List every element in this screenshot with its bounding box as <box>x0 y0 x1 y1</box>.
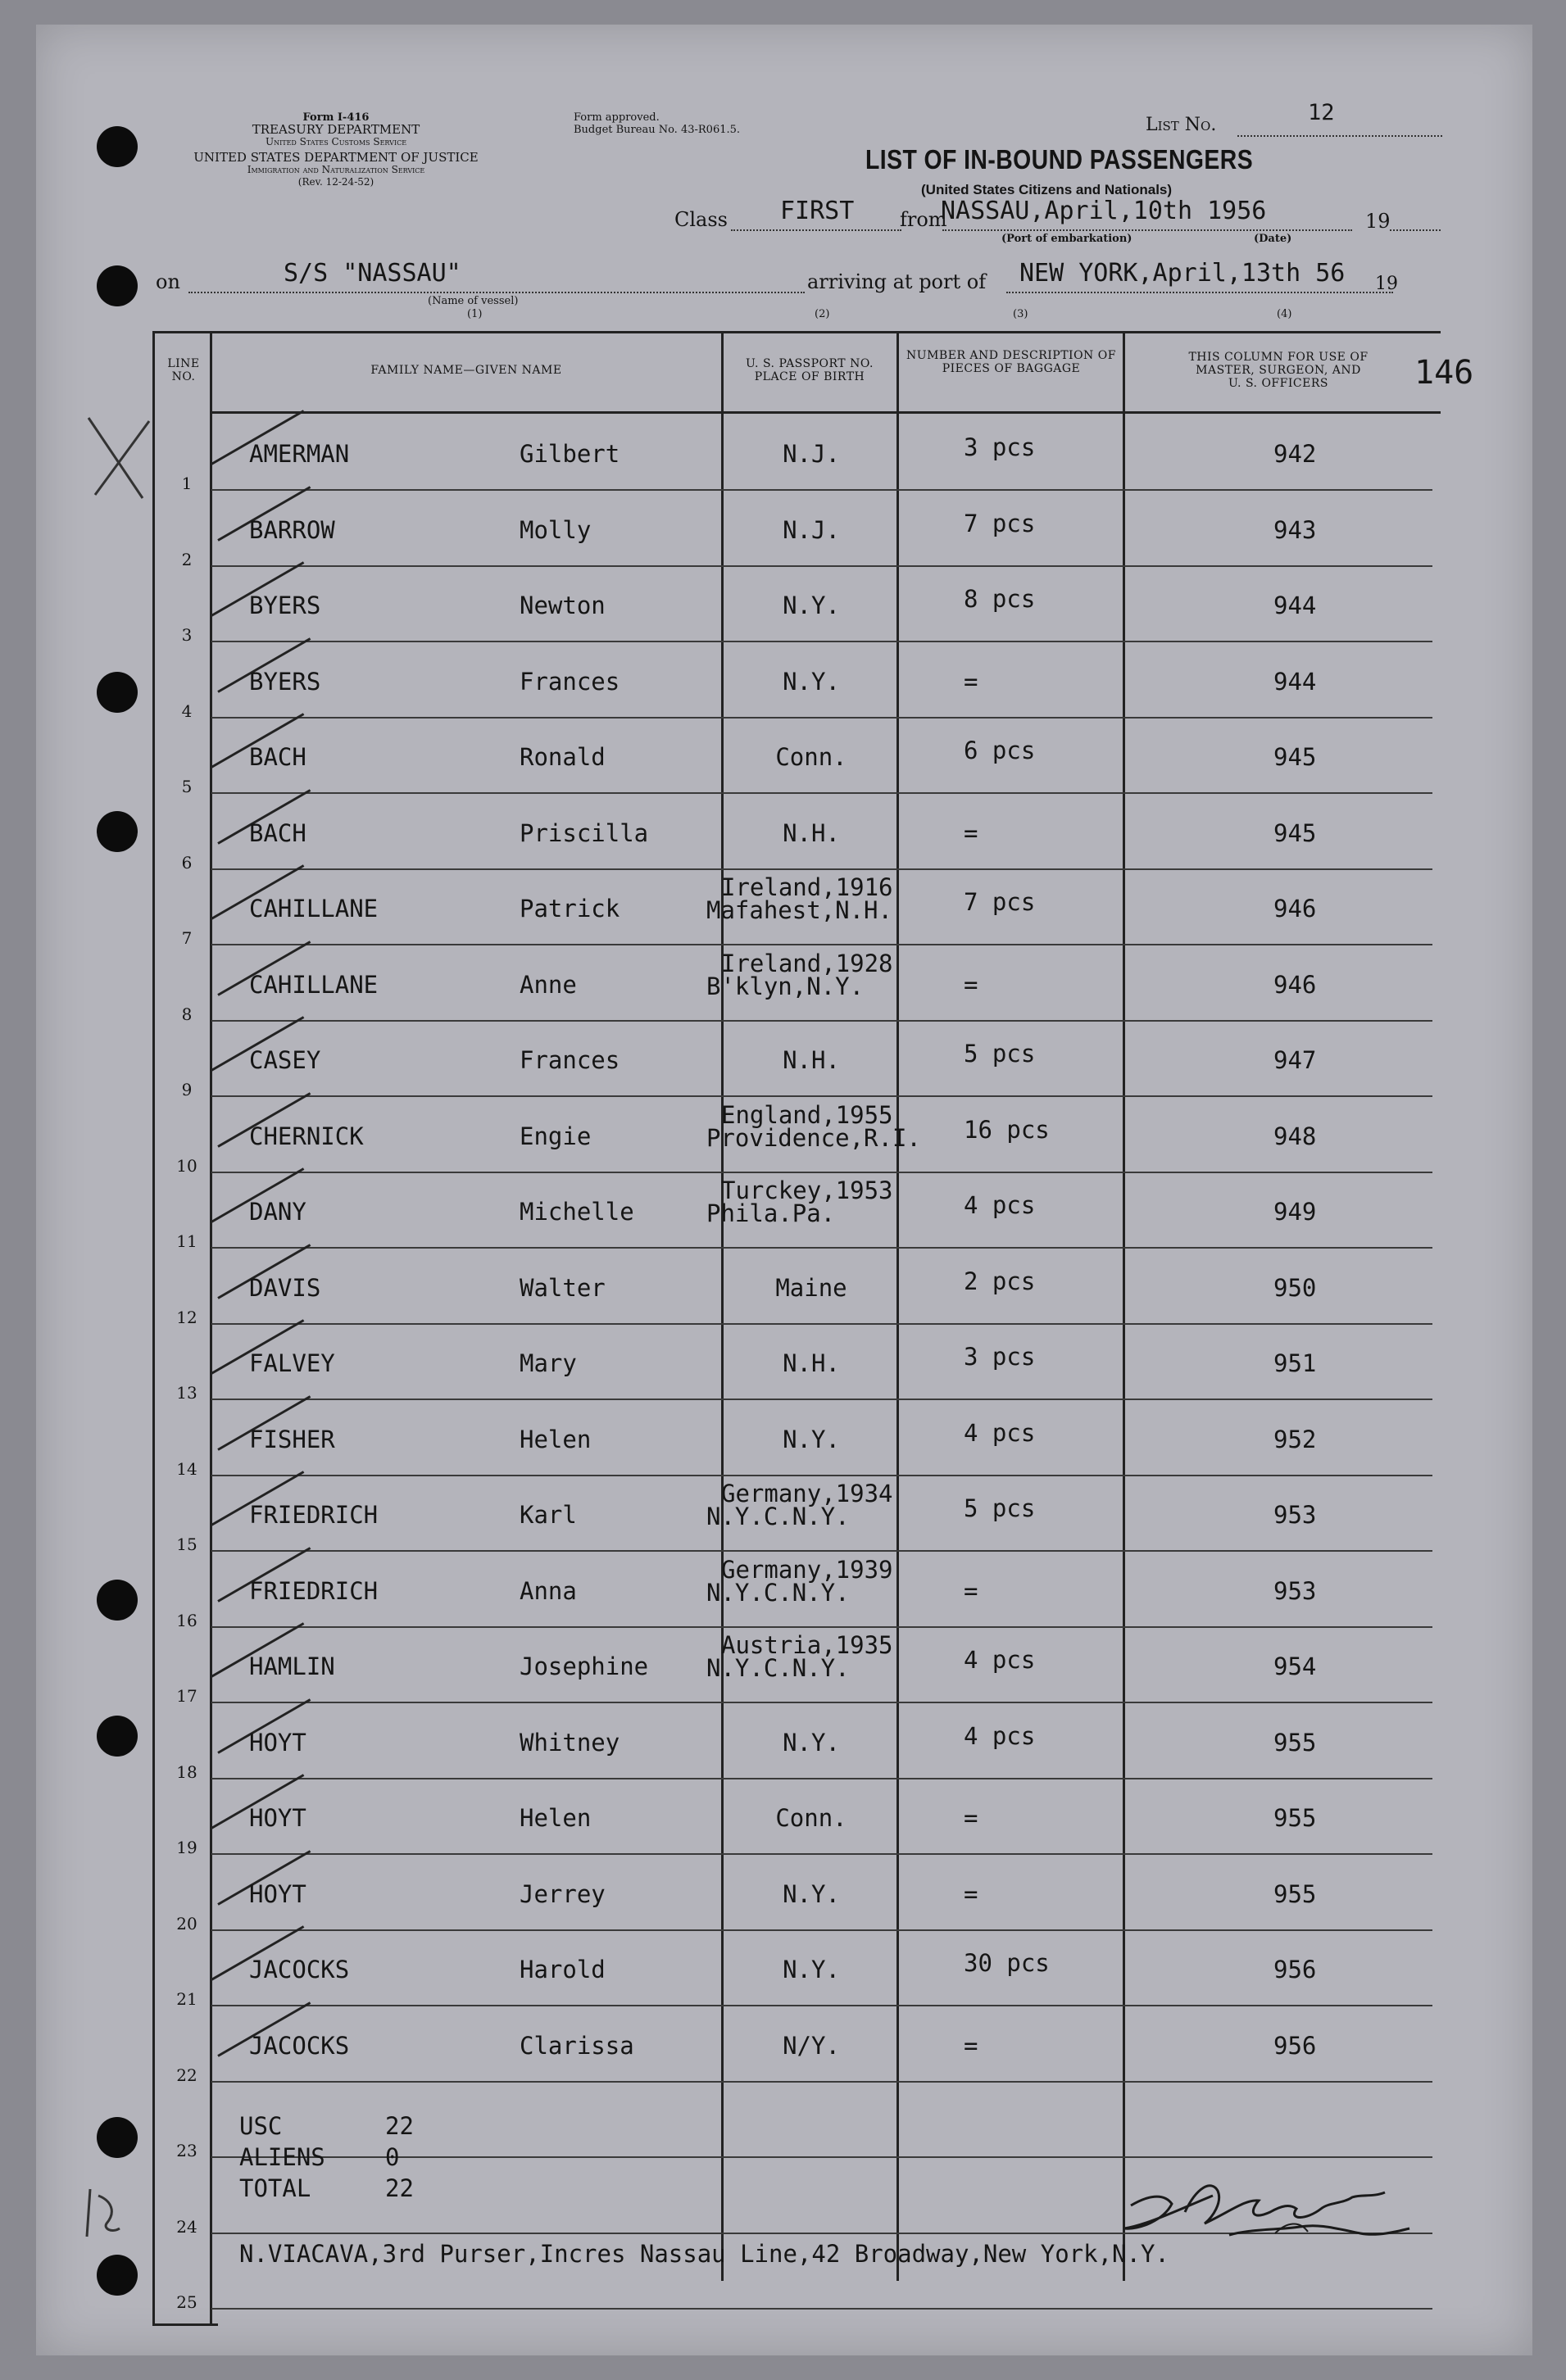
given-name: Frances <box>520 1046 620 1074</box>
date-caption: (Date) <box>1254 233 1292 245</box>
baggage: 3 pcs <box>964 433 1036 461</box>
birth-place: N.Y. <box>783 1728 840 1757</box>
vessel-value: S/S "NASSAU" <box>284 259 461 288</box>
baggage: 5 pcs <box>964 1040 1036 1068</box>
officer-number: 956 <box>1273 2031 1317 2060</box>
margin-handwriting <box>79 2179 136 2253</box>
table-top-border <box>152 331 1441 333</box>
officer-number: 955 <box>1273 1879 1317 1908</box>
given-name: Ronald <box>520 743 606 771</box>
birth-place: N.Y. <box>783 1956 840 1983</box>
birth-place: Maine <box>775 1273 847 1302</box>
column-4-marker: (4) <box>1277 308 1292 320</box>
page-title: LIST OF IN-BOUND PASSENGERS <box>865 144 1254 175</box>
birth-place: Phila.Pa. <box>706 1199 836 1227</box>
name-col-border <box>721 331 724 2281</box>
given-name: Newton <box>520 592 606 619</box>
given-name: Gilbert <box>520 440 620 468</box>
birth-place: N.H. <box>783 1046 840 1074</box>
birth-place: Mafahest,N.H. <box>706 896 892 924</box>
table-row-rule <box>211 1020 1432 1022</box>
given-name: Helen <box>520 1425 592 1453</box>
list-no-label: List No. <box>1146 115 1217 135</box>
officer-number: 942 <box>1273 440 1317 468</box>
baggage: 5 pcs <box>964 1494 1036 1522</box>
officer-number: 955 <box>1273 1804 1317 1832</box>
birth-place: N.Y. <box>783 592 840 619</box>
given-name: Harold <box>520 1956 606 1983</box>
birth-country: Germany,1939 <box>721 1555 893 1584</box>
line-number: 13 <box>176 1383 197 1403</box>
total-label: USC <box>239 2112 283 2140</box>
given-name: Michelle <box>520 1198 634 1226</box>
line-number: 22 <box>176 2065 197 2085</box>
family-name: FALVEY <box>249 1349 335 1377</box>
line-col-border <box>210 331 212 2326</box>
table-row-rule <box>211 792 1432 794</box>
line-number: 9 <box>181 1080 193 1099</box>
family-name: AMERMAN <box>249 440 350 468</box>
form-number: Form I-416 <box>302 111 370 124</box>
baggage: 7 pcs <box>964 509 1036 537</box>
line-number: 2 <box>181 549 193 569</box>
officer-number: 954 <box>1273 1652 1317 1680</box>
column-1-marker: (1) <box>467 308 483 320</box>
baggage: 4 pcs <box>964 1721 1036 1750</box>
table-row-rule <box>211 565 1432 567</box>
given-name: Molly <box>520 515 592 544</box>
line-number: 8 <box>181 1004 193 1024</box>
treasury-dept: TREASURY DEPARTMENT <box>252 122 420 137</box>
approval-line-1: Form approved. <box>574 111 660 124</box>
table-row-rule <box>211 489 1432 491</box>
family-name: HOYT <box>249 1879 306 1908</box>
arrival-year-suffix: 19 <box>1375 274 1398 294</box>
line-number: 15 <box>176 1535 197 1554</box>
family-name: FRIEDRICH <box>249 1576 379 1605</box>
baggage: = <box>964 2031 978 2060</box>
table-row-rule <box>211 944 1432 945</box>
handwritten-x-mark <box>79 410 157 508</box>
port-caption: (Port of embarkation) <box>1001 233 1133 245</box>
baggage: 8 pcs <box>964 585 1036 613</box>
officer-number: 950 <box>1273 1273 1317 1302</box>
form-approval <box>574 111 740 136</box>
officer-number: 946 <box>1273 970 1317 999</box>
baggage: = <box>964 1576 978 1605</box>
justice-dept: UNITED STATES DEPARTMENT OF JUSTICE <box>193 150 479 165</box>
header-line-no: LINE NO. <box>167 357 200 383</box>
birth-place: Providence,R.I. <box>706 1123 921 1152</box>
officer-signature <box>1114 2155 1426 2253</box>
punch-hole <box>97 2117 138 2158</box>
family-name: FRIEDRICH <box>249 1501 379 1529</box>
officer-number: 948 <box>1273 1122 1317 1150</box>
page-subtitle: (United States Citizens and Nationals) <box>921 182 1173 197</box>
table-row-rule <box>211 1172 1432 1173</box>
line-number: 25 <box>176 2292 197 2312</box>
on-label: on <box>156 270 180 293</box>
form-block <box>156 111 516 188</box>
approval-line-2: Budget Bureau No. 43-R061.5. <box>574 124 741 136</box>
table-row-rule <box>211 641 1432 642</box>
line-number: 3 <box>181 625 193 645</box>
family-name: CHERNICK <box>249 1122 364 1150</box>
line-number: 16 <box>176 1610 197 1630</box>
birth-place: N.H. <box>783 818 840 847</box>
table-row-rule <box>211 1095 1432 1097</box>
ins-service: Immigration and Naturalization Service <box>247 164 425 175</box>
family-name: BYERS <box>249 667 321 696</box>
given-name: Helen <box>520 1804 592 1832</box>
punch-hole <box>97 265 138 306</box>
baggage: = <box>964 818 978 847</box>
birth-place: Conn. <box>775 1804 847 1832</box>
birth-place: N.J. <box>783 440 840 468</box>
baggage: 4 pcs <box>964 1191 1036 1219</box>
header-passport: U. S. PASSPORT NO. PLACE OF BIRTH <box>746 357 874 383</box>
baggage: 3 pcs <box>964 1343 1036 1371</box>
officer-number: 955 <box>1273 1728 1317 1757</box>
baggage: 6 pcs <box>964 737 1036 764</box>
officer-number: 952 <box>1273 1425 1317 1453</box>
punch-hole <box>97 672 138 713</box>
birth-place: N.Y.C.N.Y. <box>706 1654 850 1682</box>
baggage: = <box>964 1804 978 1832</box>
baggage: 16 pcs <box>964 1115 1050 1144</box>
birth-place: N/Y. <box>783 2031 840 2060</box>
vessel-caption: (Name of vessel) <box>428 295 519 307</box>
family-name: HOYT <box>249 1728 306 1757</box>
family-name: FISHER <box>249 1425 335 1453</box>
baggage: = <box>964 1879 978 1908</box>
class-label: Class <box>674 208 728 231</box>
table-row-rule <box>211 1702 1432 1703</box>
line-number: 5 <box>181 777 193 796</box>
table-row-rule <box>211 1323 1432 1325</box>
given-name: Whitney <box>520 1728 620 1757</box>
birth-country: Austria,1935 <box>721 1631 893 1659</box>
birth-place: N.J. <box>783 515 840 544</box>
officer-number: 951 <box>1273 1349 1317 1377</box>
arriving-label: arriving at port of <box>807 270 987 293</box>
family-name: JACOCKS <box>249 1956 350 1983</box>
birth-place: Conn. <box>775 743 847 771</box>
passport-col-border <box>896 331 899 2281</box>
table-row-rule <box>211 868 1432 870</box>
baggage: 4 pcs <box>964 1646 1036 1674</box>
birth-country: England,1955 <box>721 1100 893 1129</box>
punch-hole <box>97 126 138 167</box>
punch-hole <box>97 2255 138 2296</box>
line-number: 4 <box>181 700 193 721</box>
given-name: Jerrey <box>520 1879 606 1908</box>
given-name: Engie <box>520 1122 592 1150</box>
family-name: JACOCKS <box>249 2031 350 2060</box>
header-baggage: NUMBER AND DESCRIPTION OF PIECES OF BAGGAGE <box>906 349 1116 375</box>
total-label: TOTAL <box>239 2174 311 2202</box>
birth-country: Ireland,1928 <box>721 949 893 977</box>
class-value: FIRST <box>780 197 855 225</box>
header-bottom-border <box>211 411 1441 414</box>
officer-number: 945 <box>1273 818 1317 847</box>
table-left-border <box>152 331 155 2326</box>
line-number: 23 <box>176 2141 197 2160</box>
family-name: DAVIS <box>249 1273 321 1302</box>
family-name: DANY <box>249 1198 306 1226</box>
embarkation-value: NASSAU,April,10th 1956 <box>941 197 1267 225</box>
line-number: 21 <box>176 1989 197 2009</box>
officer-number: 943 <box>1273 515 1317 544</box>
given-name: Anne <box>520 970 577 999</box>
baggage: 4 pcs <box>964 1418 1036 1447</box>
purser-line: N.VIACAVA,3rd Purser,Incres Nassau Line,42 Broadway,New York,N.Y. <box>239 2240 1169 2268</box>
officer-number: 949 <box>1273 1198 1317 1226</box>
line-number: 10 <box>176 1155 197 1176</box>
list-no-value: 12 <box>1308 100 1335 125</box>
birth-country: Germany,1934 <box>721 1480 893 1507</box>
revision-date: (Rev. 12-24-52) <box>297 176 374 188</box>
punch-hole <box>97 1716 138 1757</box>
family-name: BARROW <box>249 515 335 544</box>
family-name: CASEY <box>249 1046 321 1074</box>
table-bottom-border <box>152 2323 218 2326</box>
total-value: 0 <box>385 2143 400 2171</box>
line-number: 11 <box>176 1231 197 1251</box>
punch-hole <box>97 811 138 852</box>
table-row-rule <box>211 1929 1432 1931</box>
family-name: HOYT <box>249 1804 306 1832</box>
given-name: Josephine <box>520 1652 649 1680</box>
birth-place: N.H. <box>783 1349 840 1377</box>
from-label: from <box>900 208 947 231</box>
given-name: Anna <box>520 1576 577 1605</box>
given-name: Walter <box>520 1273 606 1302</box>
header-name: FAMILY NAME—GIVEN NAME <box>370 364 562 377</box>
given-name: Patrick <box>520 895 620 923</box>
arrival-value: NEW YORK,April,13th 56 <box>1019 259 1346 288</box>
family-name: HAMLIN <box>249 1652 335 1680</box>
table-row-rule <box>211 1399 1432 1400</box>
family-name: CAHILLANE <box>249 970 379 999</box>
officer-number: 944 <box>1273 667 1317 696</box>
officer-number: 947 <box>1273 1046 1317 1074</box>
column-2-marker: (2) <box>815 308 830 320</box>
officer-number: 944 <box>1273 592 1317 619</box>
baggage: = <box>964 970 978 999</box>
table-row-rule <box>211 1778 1432 1779</box>
officer-number: 953 <box>1273 1576 1317 1605</box>
line-number: 17 <box>176 1686 197 1706</box>
birth-place: N.Y. <box>783 1879 840 1908</box>
family-name: BACH <box>249 818 306 847</box>
total-label: ALIENS <box>239 2143 325 2171</box>
table-row-rule <box>211 1853 1432 1855</box>
birth-place: N.Y.C.N.Y. <box>706 1578 850 1607</box>
table-row-rule <box>211 1626 1432 1628</box>
birth-country: Turckey,1953 <box>721 1176 893 1204</box>
line-number: 6 <box>181 852 193 873</box>
sheet-number: 146 <box>1414 354 1474 392</box>
header-officers: THIS COLUMN FOR USE OF MASTER, SURGEON, AND U. S. OFFICERS <box>1188 351 1369 390</box>
line-number: 12 <box>176 1307 197 1327</box>
total-value: 22 <box>385 2174 414 2202</box>
table-row-rule <box>211 2308 1432 2310</box>
birth-place: N.Y. <box>783 667 840 696</box>
family-name: CAHILLANE <box>249 895 379 923</box>
table-row-rule <box>211 1475 1432 1476</box>
table-row-rule <box>211 1247 1432 1249</box>
officer-number: 946 <box>1273 895 1317 923</box>
table-row-rule <box>211 2005 1432 2006</box>
given-name: Mary <box>520 1349 577 1377</box>
officer-number: 953 <box>1273 1501 1317 1529</box>
line-number: 24 <box>176 2216 197 2237</box>
officer-number: 956 <box>1273 1956 1317 1983</box>
punch-hole <box>97 1580 138 1621</box>
baggage: 2 pcs <box>964 1267 1036 1295</box>
line-number: 7 <box>181 928 193 948</box>
line-number: 19 <box>176 1838 197 1857</box>
given-name: Priscilla <box>520 818 649 847</box>
birth-country: Ireland,1916 <box>721 873 893 901</box>
birth-place: N.Y.C.N.Y. <box>706 1503 850 1530</box>
line-number: 20 <box>176 1913 197 1933</box>
family-name: BYERS <box>249 592 321 619</box>
line-number: 1 <box>181 474 193 493</box>
customs-service: United States Customs Service <box>265 136 407 147</box>
line-number: 18 <box>176 1761 197 1782</box>
given-name: Frances <box>520 667 620 696</box>
total-value: 22 <box>385 2112 414 2140</box>
table-row-rule <box>211 717 1432 719</box>
baggage: 30 pcs <box>964 1949 1050 1977</box>
birth-place: N.Y. <box>783 1425 840 1453</box>
column-3-marker: (3) <box>1013 308 1028 320</box>
baggage: = <box>964 667 978 696</box>
table-row-rule <box>211 1550 1432 1552</box>
table-row-rule <box>211 2081 1432 2083</box>
given-name: Karl <box>520 1501 577 1529</box>
baggage-col-border <box>1123 331 1125 2281</box>
baggage: 7 pcs <box>964 888 1036 916</box>
family-name: BACH <box>249 743 306 771</box>
year-suffix: 19 <box>1365 210 1391 233</box>
birth-place: B'klyn,N.Y. <box>706 972 865 1000</box>
line-number: 14 <box>176 1458 197 1479</box>
given-name: Clarissa <box>520 2031 634 2060</box>
officer-number: 945 <box>1273 743 1317 771</box>
